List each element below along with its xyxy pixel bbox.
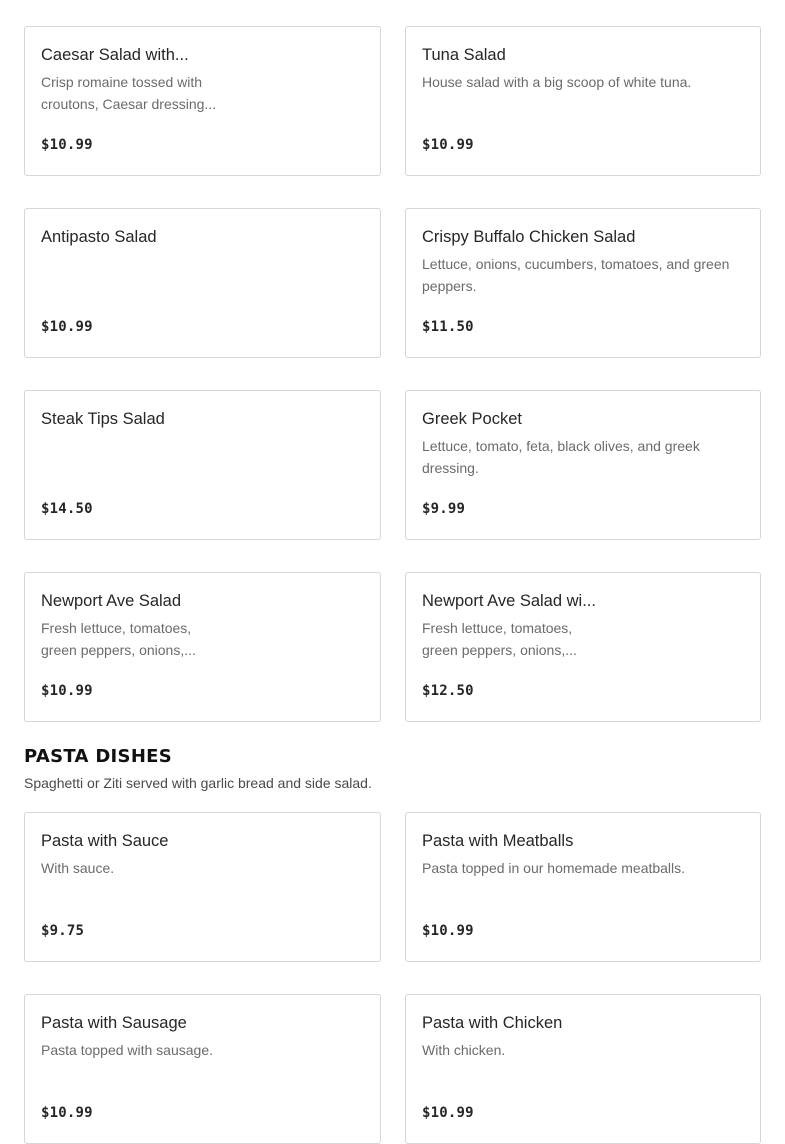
menu-item-description: Lettuce, onions, cucumbers, tomatoes, and green peppers. [422,256,730,294]
menu-item-price: $10.99 [422,923,474,939]
menu-item-description: With chicken. [422,1042,506,1058]
menu-item-name: Pasta with Meatballs [422,832,574,850]
menu-item-description: Crisp romaine tossed with croutons, Caesar dressing... [41,74,217,112]
menu-item-price: $10.99 [41,319,93,335]
menu-item-name: Pasta with Sauce [41,832,169,850]
menu-item-card[interactable] [24,390,381,540]
menu-item-description: Pasta topped in our homemade meatballs. [422,860,686,876]
menu-item-card[interactable] [24,572,381,722]
menu-item-price: $9.99 [422,501,466,517]
menu-item-name: Greek Pocket [422,410,522,428]
menu-item-price: $10.99 [41,137,93,153]
menu-item-price: $10.99 [41,683,93,699]
menu-item-card[interactable] [405,572,761,722]
menu-item-price: $10.99 [41,1105,93,1121]
menu-item-description: Lettuce, tomato, feta, black olives, and greek dressing. [422,438,700,476]
menu-item-name: Pasta with Sausage [41,1014,187,1032]
salad-items-grid [24,26,761,722]
menu-item-price: $12.50 [422,683,474,699]
menu-item-name: Newport Ave Salad [41,592,182,610]
menu-item-card[interactable] [24,208,381,358]
menu-item-description: Fresh lettuce, tomatoes, green peppers, onions,... [41,620,196,658]
section-title: PASTA DISHES [24,746,173,767]
menu-item-description: Pasta topped with sausage. [41,1042,214,1058]
menu-item-card[interactable] [405,208,761,358]
menu-item-description: House salad with a big scoop of white tuna. [422,74,692,90]
menu-item-description: Fresh lettuce, tomatoes, green peppers, onions,... [422,620,577,658]
menu-item-card[interactable] [405,390,761,540]
menu-item-name: Steak Tips Salad [41,410,165,428]
menu-item-description: With sauce. [41,860,115,876]
menu-item-card[interactable] [24,994,381,1144]
menu-item-name: Caesar Salad with... [41,46,189,64]
menu-item-name: Newport Ave Salad wi... [422,592,596,610]
menu-item-name: Crispy Buffalo Chicken Salad [422,228,636,246]
menu-item-name: Pasta with Chicken [422,1014,563,1032]
menu-item-price: $14.50 [41,501,93,517]
pasta-items-grid [24,812,761,1144]
section-description: Spaghetti or Ziti served with garlic bread and side salad. [24,775,372,791]
menu-item-price: $10.99 [422,137,474,153]
menu-item-price: $11.50 [422,319,474,335]
menu-item-name: Antipasto Salad [41,228,157,246]
menu-item-price: $10.99 [422,1105,474,1121]
menu-item-card[interactable] [405,812,761,962]
menu-item-card[interactable] [405,26,761,176]
menu-item-card[interactable] [405,994,761,1144]
menu-item-price: $9.75 [41,923,85,939]
menu-item-card[interactable] [24,812,381,962]
menu-item-card[interactable] [24,26,381,176]
menu-item-name: Tuna Salad [422,46,506,64]
